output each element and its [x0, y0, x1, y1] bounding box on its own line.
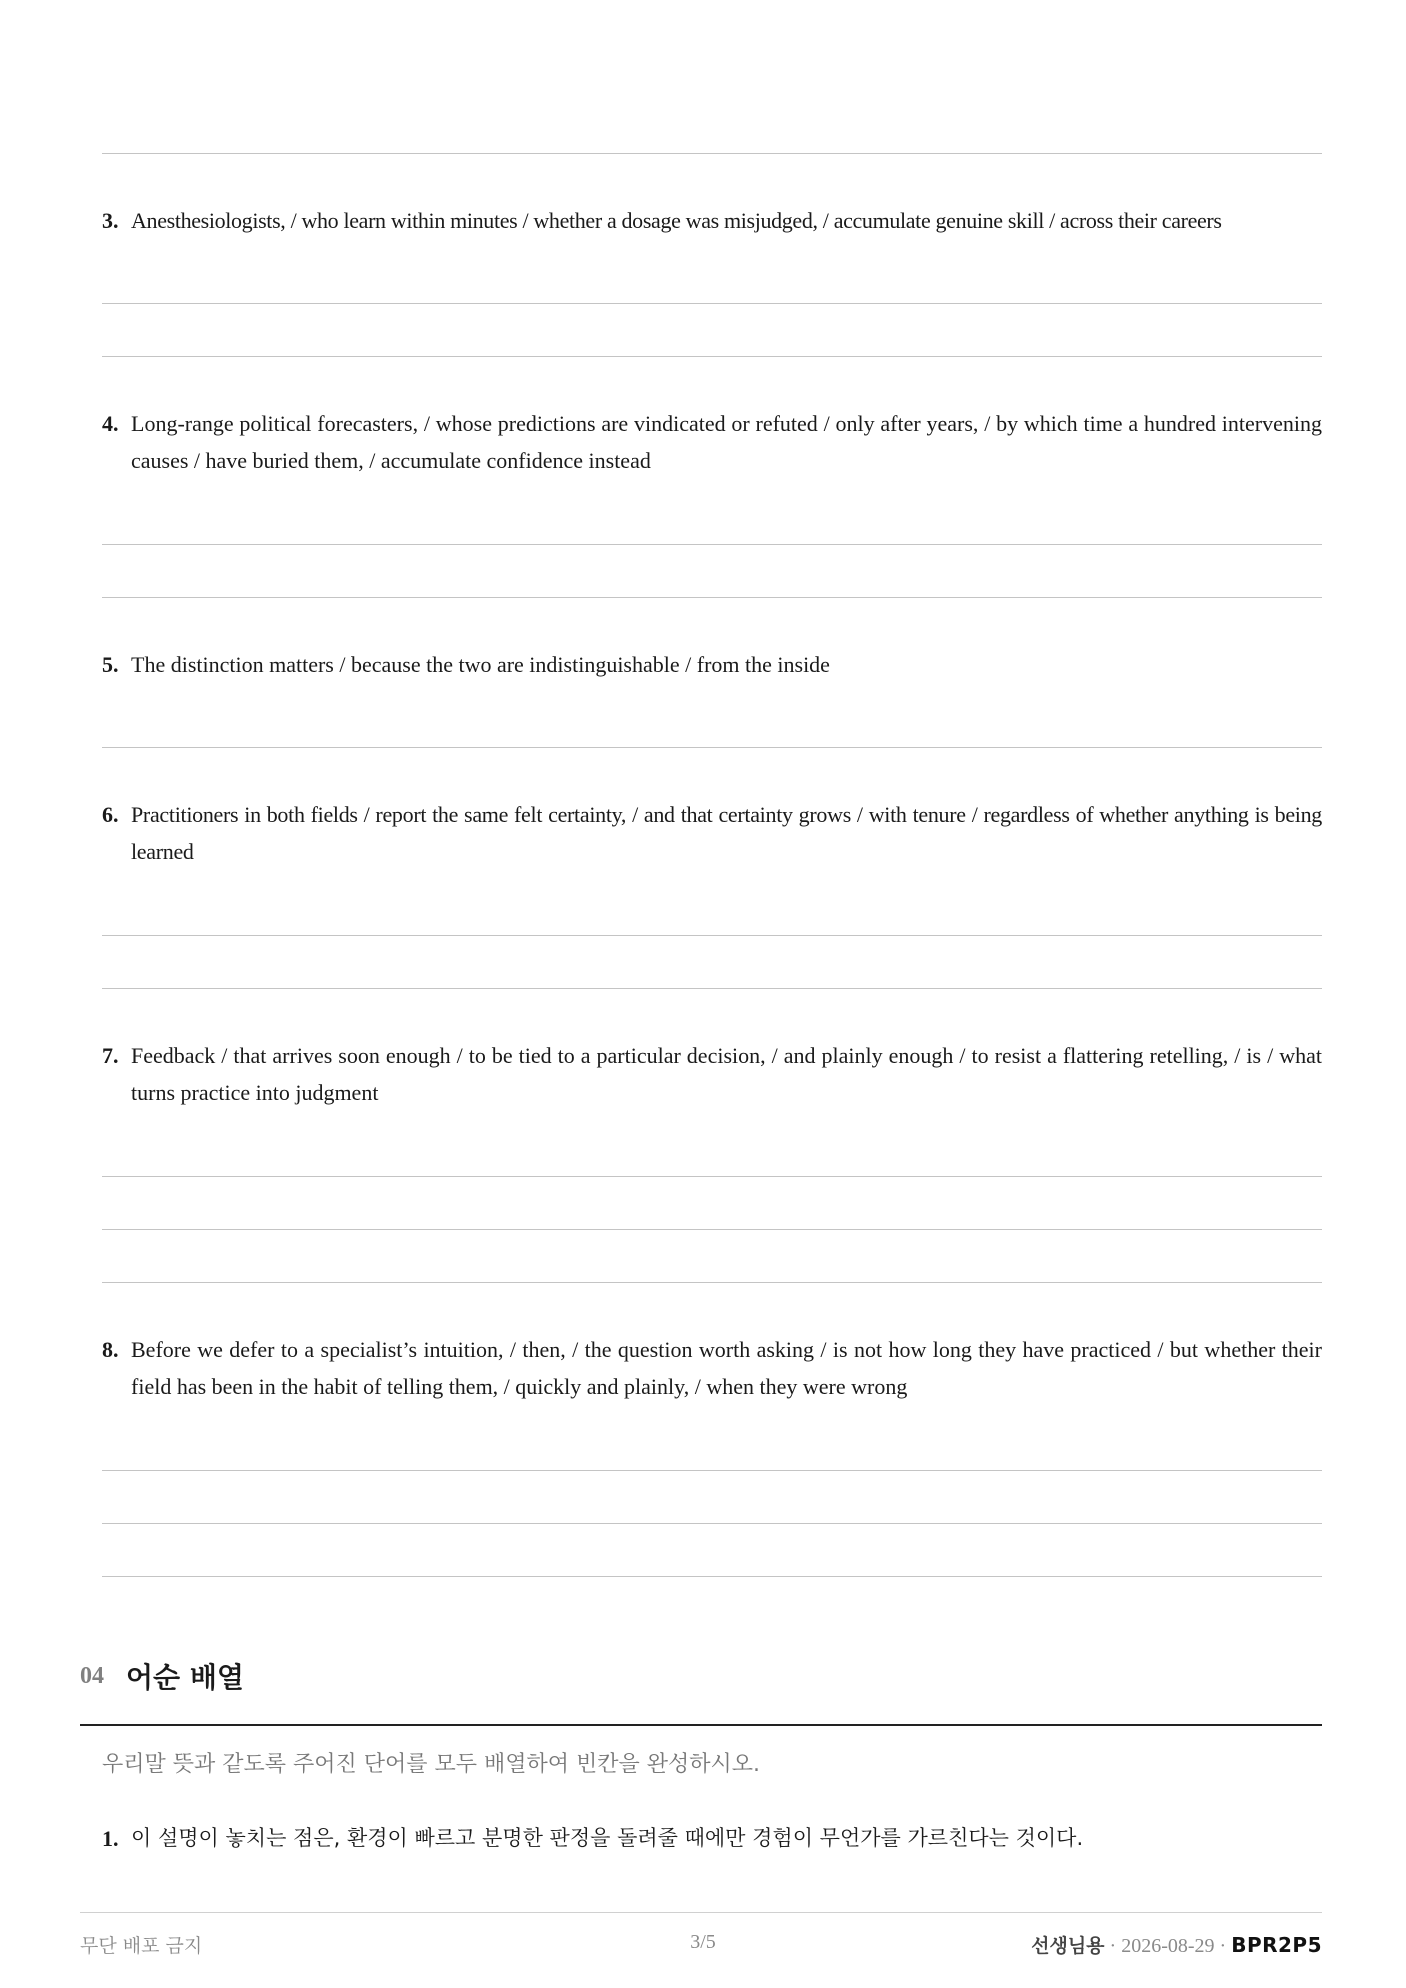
date: 2026-08-29 [1121, 1935, 1215, 1957]
ordering-item-1 [102, 1820, 1322, 1857]
sentence-item-8 [102, 1331, 1322, 1405]
answer-line [102, 1470, 1322, 1471]
footer-meta [1031, 1931, 1322, 1958]
item-text: 이 설명이 놓치는 점은, 환경이 빠르고 분명한 판정을 돌려줄 때에만 경험이 무언가를 가르친다는 것이다. [131, 1826, 1084, 1850]
answer-line [102, 597, 1322, 598]
item-number: 8. [102, 1337, 119, 1362]
item-number: 1. [102, 1826, 119, 1851]
document-code: BPR2P5 [1231, 1933, 1322, 1957]
answer-line [102, 747, 1322, 748]
section-heading [80, 1656, 1322, 1726]
answer-line [102, 153, 1322, 154]
sentence-item-4 [102, 405, 1322, 479]
section-title: 어순 배열 [126, 1661, 244, 1694]
item-text: Anesthesiologists, / who learn within minutes / whether a dosage was misjudged, / accumulate genuine skill / across their careers [131, 208, 1222, 233]
item-number: 3. [102, 208, 119, 233]
item-text: Long-range political forecasters, / whose predictions are vindicated or refuted / only after years, / by which time a hundred intervening causes / have buried them, / accumulate confidence instead [131, 411, 1322, 473]
answer-line [102, 1229, 1322, 1230]
answer-line [102, 935, 1322, 936]
item-number: 7. [102, 1043, 119, 1068]
answer-line [102, 1282, 1322, 1283]
page-number: 3/5 [690, 1931, 716, 1953]
item-number: 5. [102, 652, 119, 677]
sentence-item-7 [102, 1037, 1322, 1111]
item-text: Practitioners in both fields / report the same felt certainty, / and that certainty grows / with tenure / regardless of whether anything is being learned [131, 802, 1322, 864]
audience-label: 선생님용 [1031, 1935, 1105, 1957]
item-number: 6. [102, 802, 119, 827]
item-text: Before we defer to a specialist’s intuition, / then, / the question worth asking / is not how long they have practiced / but whether their field has been in the habit of telling them, / quickly and plainly, / when they were wrong [131, 1337, 1322, 1399]
item-text: Feedback / that arrives soon enough / to be tied to a particular decision, / and plainly enough / to resist a flattering retelling, / is / what turns practice into judgment [131, 1043, 1322, 1105]
sentence-item-6 [102, 796, 1322, 870]
sentence-item-5 [102, 646, 1322, 683]
answer-line [102, 356, 1322, 357]
separator: · [1104, 1935, 1122, 1957]
footer-divider [80, 1912, 1322, 1913]
section-instruction: 우리말 뜻과 같도록 주어진 단어를 모두 배열하여 빈칸을 완성하시오. [102, 1752, 760, 1777]
answer-line [102, 1576, 1322, 1577]
item-text: The distinction matters / because the two are indistinguishable / from the inside [131, 652, 830, 677]
section-number: 04 [80, 1663, 104, 1689]
answer-line [102, 303, 1322, 304]
sentence-item-3 [102, 202, 1322, 239]
separator: · [1214, 1935, 1232, 1957]
footer-notice: 무단 배포 금지 [80, 1935, 203, 1957]
answer-line [102, 1523, 1322, 1524]
answer-line [102, 544, 1322, 545]
answer-line [102, 988, 1322, 989]
answer-line [102, 1176, 1322, 1177]
item-number: 4. [102, 411, 119, 436]
